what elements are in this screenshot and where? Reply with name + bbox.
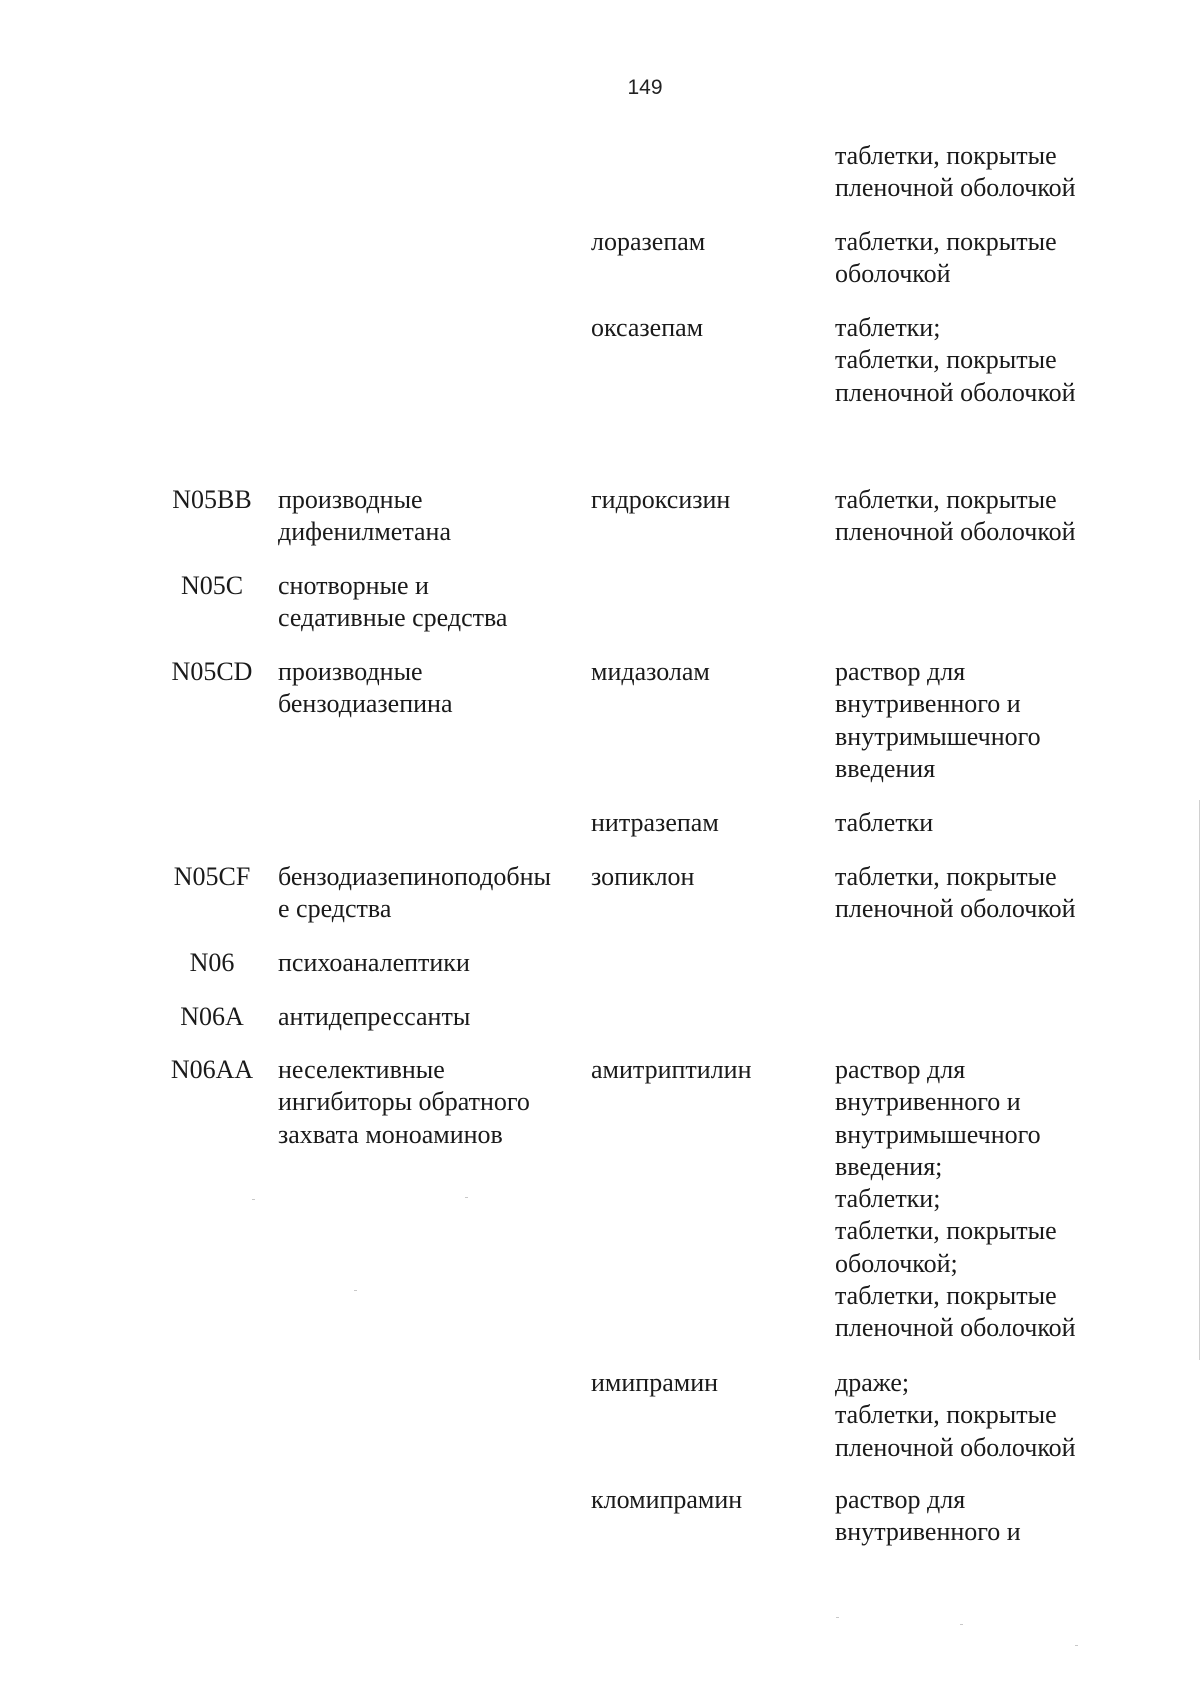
dosage-forms: таблетки, покрытые оболочкой	[835, 227, 1057, 289]
group-name: психоаналептики	[278, 948, 470, 977]
scan-speck	[354, 1290, 357, 1291]
dosage-forms: раствор для внутривенного и внутримышечного введения	[835, 657, 1041, 783]
drug-name: кломипрамин	[591, 1485, 743, 1514]
group-name: антидепрессанты	[278, 1002, 471, 1031]
page-number: 149	[627, 76, 663, 99]
drug-name: нитразепам	[591, 808, 719, 837]
drug-name: лоразепам	[591, 227, 706, 256]
group-name: производные дифенилметана	[278, 485, 451, 547]
dosage-forms: таблетки, покрытые пленочной оболочкой	[835, 862, 1076, 924]
scan-speck	[465, 1197, 468, 1198]
scan-speck	[960, 1624, 963, 1625]
atc-code: N05CD	[171, 657, 253, 686]
drug-name: амитриптилин	[591, 1055, 752, 1084]
drug-name: оксазепам	[591, 313, 704, 342]
scan-speck	[252, 1199, 255, 1200]
atc-code: N05C	[180, 571, 244, 600]
scan-speck	[1075, 1645, 1078, 1646]
atc-code: N06	[189, 948, 235, 977]
group-name: снотворные и седативные средства	[278, 571, 508, 633]
drug-name: мидазолам	[591, 657, 710, 686]
group-name: неселективные ингибиторы обратного захвата моноаминов	[278, 1055, 530, 1149]
group-name: производные бензодиазепина	[278, 657, 453, 719]
group-name: бензодиазепиноподобны е средства	[278, 862, 551, 924]
dosage-forms: таблетки; таблетки, покрытые пленочной оболочкой	[835, 313, 1076, 407]
dosage-forms: таблетки, покрытые пленочной оболочкой	[835, 485, 1076, 547]
drug-name: имипрамин	[591, 1368, 719, 1397]
dosage-forms: раствор для внутривенного и	[835, 1485, 1021, 1547]
atc-code: N06A	[180, 1002, 244, 1031]
atc-code: N06AA	[170, 1055, 254, 1084]
scan-speck	[836, 1617, 839, 1618]
drug-name: зопиклон	[591, 862, 695, 891]
dosage-forms: таблетки	[835, 808, 934, 837]
dosage-forms: драже; таблетки, покрытые пленочной оболочкой	[835, 1368, 1076, 1462]
dosage-forms: таблетки, покрытые пленочной оболочкой	[835, 141, 1076, 203]
atc-code: N05CF	[173, 862, 251, 891]
atc-code: N05BB	[172, 485, 252, 514]
drug-name: гидроксизин	[591, 485, 731, 514]
dosage-forms: раствор для внутривенного и внутримышечного введения; таблетки; таблетки, покрытые оболочкой; таблетки, покрытые пленочной оболочкой	[835, 1055, 1076, 1343]
